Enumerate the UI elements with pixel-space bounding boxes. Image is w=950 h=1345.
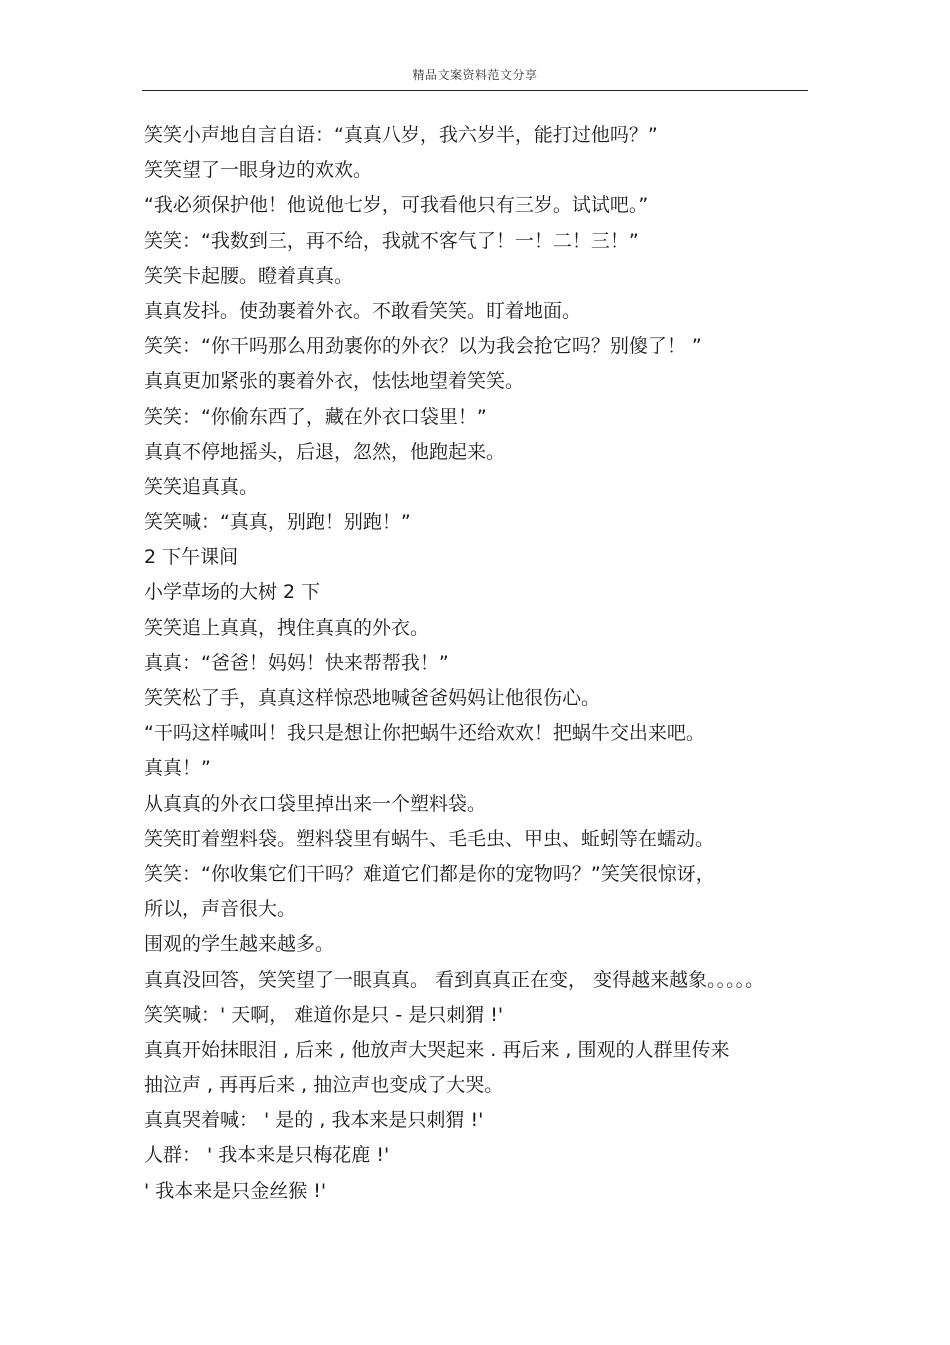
text-line: 人群： ' 我本来是只梅花鹿 !' [144, 1144, 390, 1167]
text-line: 抽泣声 , 再再后来 , 抽泣声也变成了大哭。 [144, 1074, 504, 1097]
text-line: 笑笑追真真。 [144, 475, 259, 498]
text-line: 笑笑松了手，真真这样惊恐地喊爸爸妈妈让他很伤心。 [144, 687, 601, 709]
text-line: 从真真的外衣口袋里掉出来一个塑料袋。 [144, 792, 487, 815]
text-line: 笑笑喊：' 天啊， 难道你是只 - 是只刺猬 !' [144, 1003, 504, 1026]
text-line: 笑笑望了一眼身边的欢欢。 [144, 159, 373, 182]
text-line: 笑笑：“你干吗那么用劲裹你的外衣？以为我会抢它吗？别傻了！ ” [144, 335, 702, 358]
document-body [144, 118, 824, 1209]
text-line: 笑笑追上真真，拽住真真的外衣。 [144, 616, 430, 639]
text-line: 笑笑：“你偷东西了，藏在外衣口袋里！” [144, 405, 487, 428]
scene-location: 小学草场的大树 2 下 [144, 581, 321, 604]
text-line: “我必须保护他！他说他七岁，可我看他只有三岁。试试吧。” [144, 194, 649, 217]
text-line: 围观的学生越来越多。 [144, 933, 335, 956]
text-line: 真真开始抹眼泪 , 后来 , 他放声大哭起来 . 再后来 , 围观的人群里传来 [144, 1038, 730, 1061]
text-line: 真真没回答，笑笑望了一眼真真。 看到真真正在变， 变得越来越象。。。。。 [144, 968, 765, 991]
text-line: 笑笑：“我数到三，再不给，我就不客气了！一！二！三！” [144, 229, 639, 252]
text-line: 真真哭着喊： ' 是的 , 我本来是只刺猬 !' [144, 1109, 484, 1132]
text-line: 真真发抖。使劲裹着外衣。不敢看笑笑。盯着地面。 [144, 299, 582, 322]
text-line: 笑笑喊：“真真，别跑！别跑！” [144, 511, 411, 534]
text-line: 真真更加紧张的裹着外衣，怯怯地望着笑笑。 [144, 370, 525, 393]
text-line: 笑笑盯着塑料袋。塑料袋里有蜗牛、毛毛虫、甲虫、蚯蚓等在蠕动。 [144, 827, 715, 850]
text-line: 所以，声音很大。 [144, 898, 297, 921]
text-line: 真真：“爸爸！妈妈！快来帮帮我！” [144, 651, 449, 674]
text-line: “干吗这样喊叫！我只是想让你把蜗牛还给欢欢！把蜗牛交出来吧。 [144, 722, 705, 745]
text-line: 笑笑小声地自言自语：“真真八岁，我六岁半，能打过他吗？” [144, 124, 658, 146]
text-line: 真真不停地摇头，后退，忽然，他跑起来。 [144, 440, 506, 463]
header-divider [142, 90, 808, 91]
text-line: 笑笑卡起腰。瞪着真真。 [144, 264, 354, 287]
text-line: ' 我本来是只金丝猴 !' [144, 1179, 327, 1202]
text-line: 笑笑：“你收集它们干吗？难道它们都是你的宠物吗？”笑笑很惊讶， [144, 862, 715, 885]
text-line: 真真！” [144, 757, 211, 780]
page-header-title: 精品文案资料范文分享 [412, 68, 538, 82]
scene-heading: 2 下午课间 [144, 546, 239, 569]
